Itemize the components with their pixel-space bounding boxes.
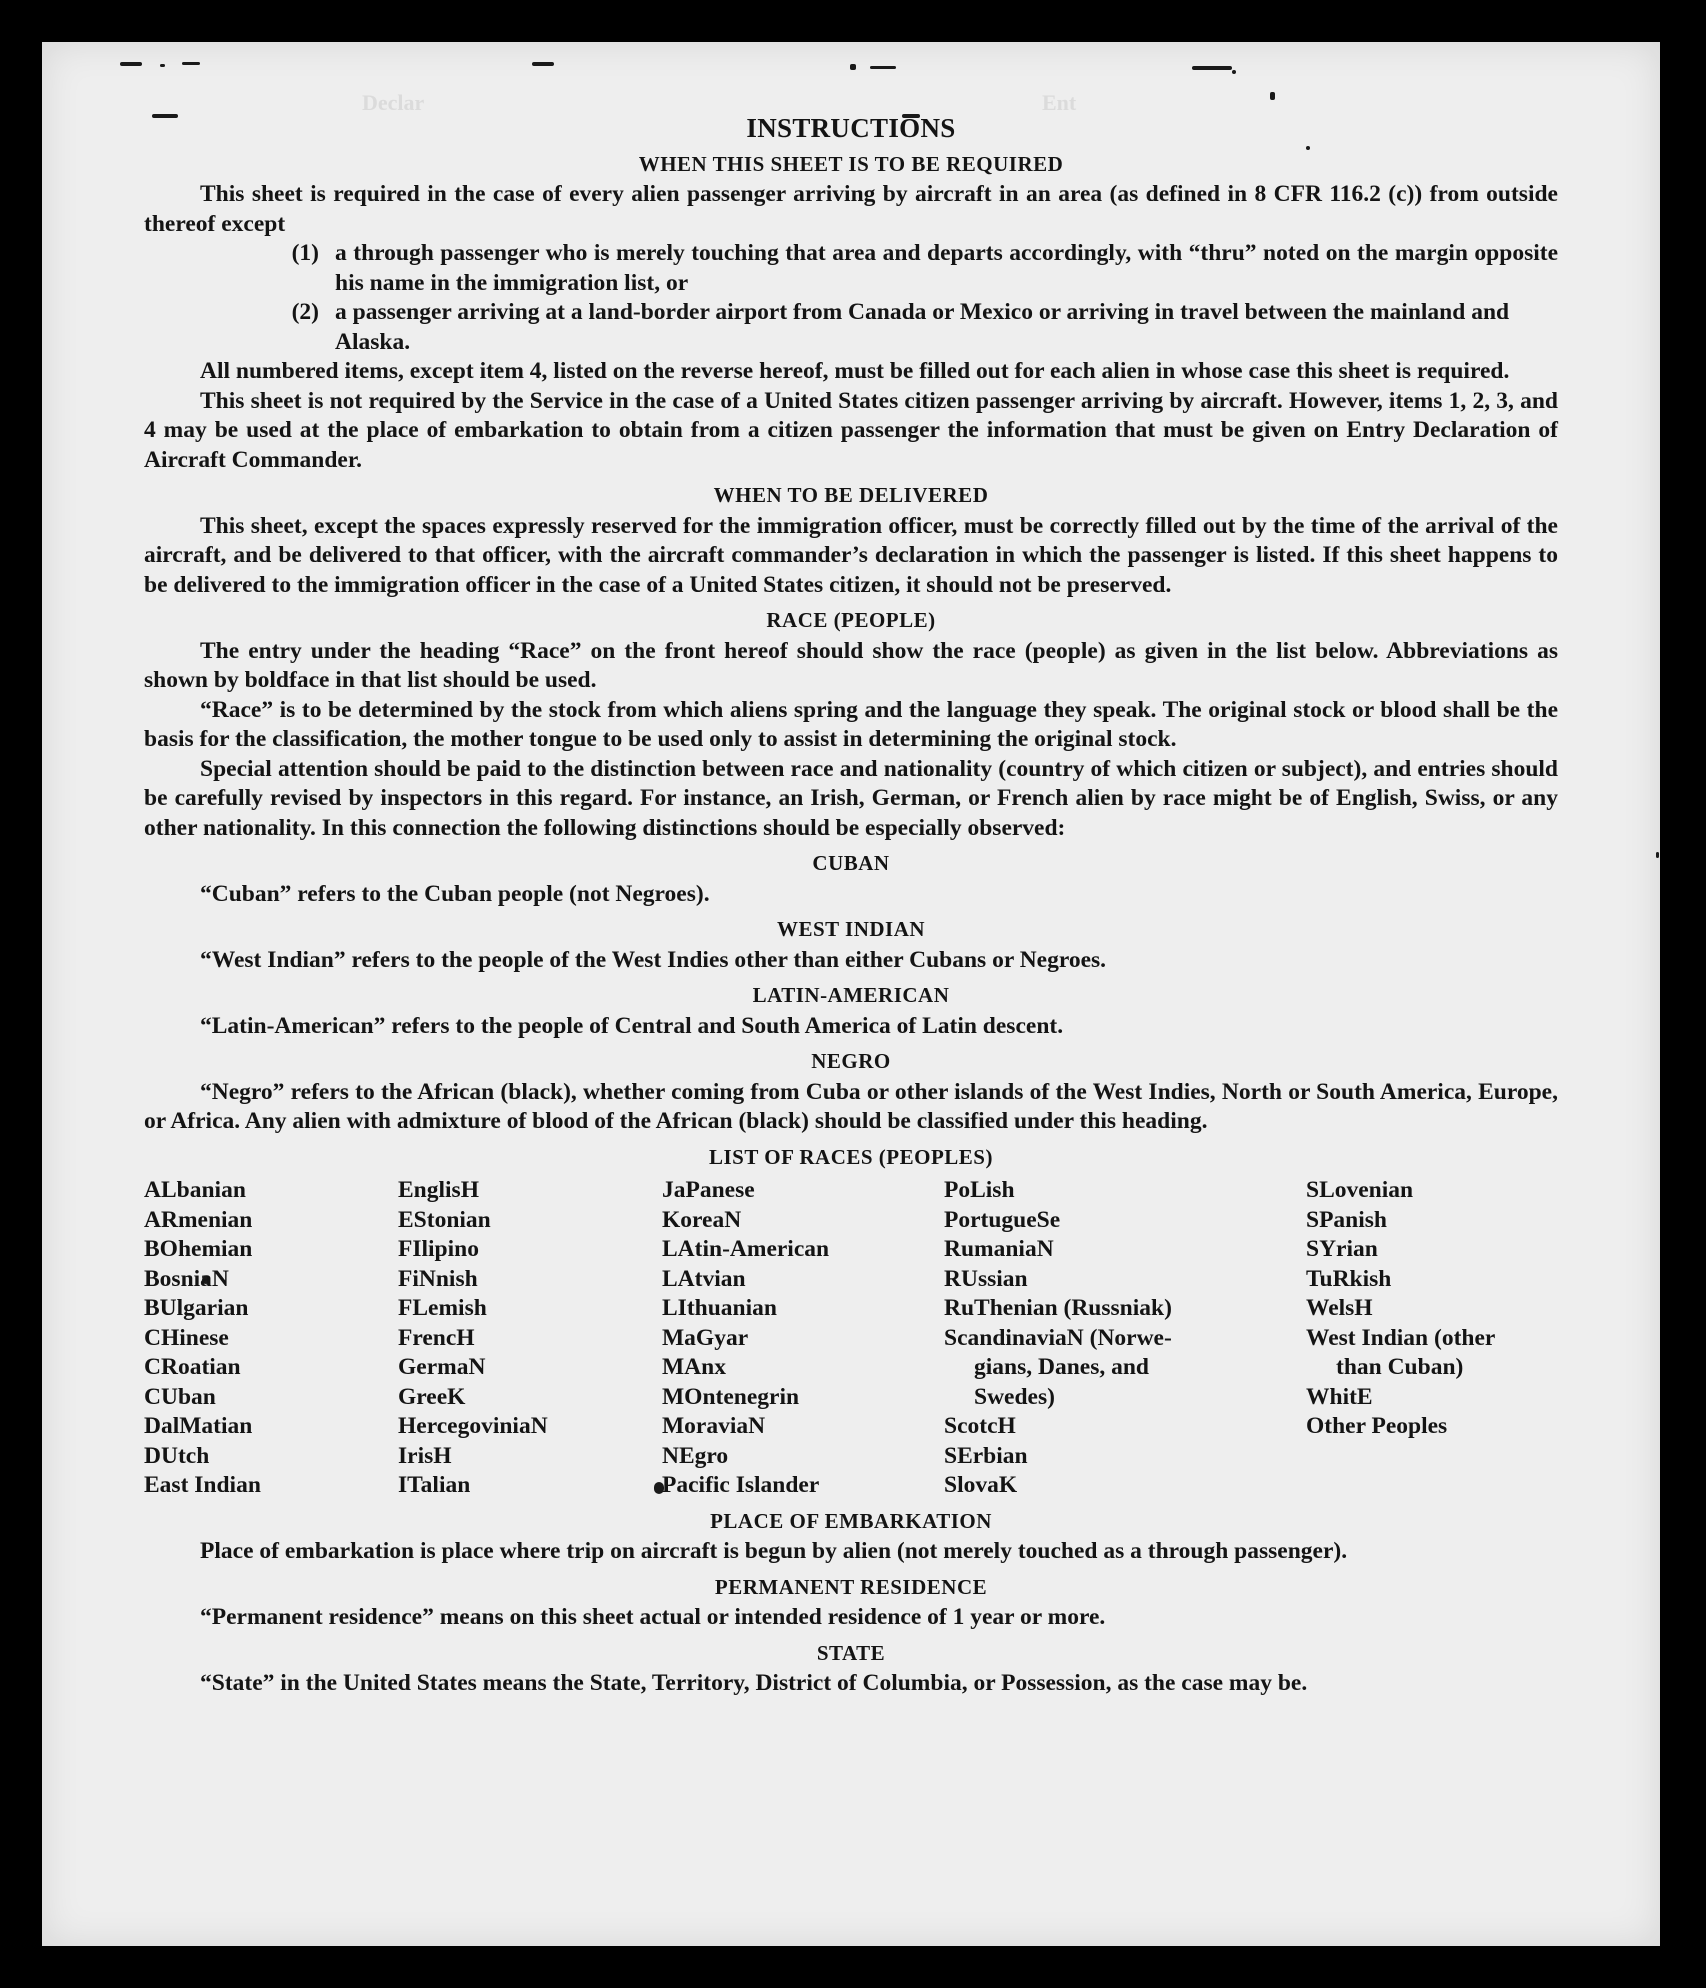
race-entry: ScandinaviaN (Norwe- [944, 1324, 1172, 1351]
item-text: a through passenger who is merely touching that area and departs accordingly, with “thru” noted on the margin opposite his name in the immigration list, or [335, 240, 1558, 296]
scan-speck [160, 64, 165, 67]
race-entry: CHinese [144, 1324, 229, 1351]
race-column [398, 1176, 662, 1501]
race-entry: FIlipino [398, 1236, 479, 1262]
section-heading: WHEN THIS SHEET IS TO BE REQUIRED [638, 151, 1064, 176]
race-entry: FiNnish [398, 1265, 478, 1292]
item-number: (1) [291, 240, 319, 266]
race-entry: PortugueSe [944, 1206, 1061, 1233]
race-entry: IrisH [398, 1442, 452, 1469]
race-entry: BUlgarian [144, 1295, 249, 1321]
scan-speck [1232, 70, 1236, 74]
race-entry: JaPanese [662, 1177, 755, 1203]
race-entry: ScotcH [944, 1413, 1016, 1439]
race-entry: ARmenian [144, 1206, 253, 1233]
race-entry: ITalian [398, 1472, 471, 1498]
race-entry: WhitE [1306, 1383, 1373, 1410]
scan-speck [120, 62, 142, 66]
race-entry: GreeK [398, 1383, 466, 1410]
race-entry: PoLish [944, 1177, 1015, 1203]
scan-speck [850, 64, 856, 70]
race-column [144, 1176, 398, 1501]
race-entry-continuation: gians, Danes, and [974, 1354, 1149, 1380]
race-entry: ALbanian [144, 1177, 246, 1203]
race-entry: SErbian [944, 1442, 1028, 1469]
section-heading: LATIN-AMERICAN [752, 983, 950, 1007]
race-entry: Other Peoples [1306, 1413, 1448, 1439]
race-entry: BOhemian [144, 1236, 253, 1262]
race-entry: SLovenian [1306, 1177, 1414, 1203]
section-heading: NEGRO [811, 1049, 891, 1073]
section-heading: PERMANENT RESIDENCE [714, 1574, 988, 1599]
paragraph: The entry under the heading “Race” on the front hereof should show the race (people) as given in the list below. Abbreviations as shown by boldface in that list should be used. [144, 637, 1558, 693]
paragraph: This sheet is required in the case of every alien passenger arriving by aircraft in an area (as defined in 8 CFR 116.2 (c)) from outside thereof except [144, 181, 1558, 237]
paragraph: “Permanent residence” means on this sheet actual or intended residence of 1 year or more. [200, 1604, 1106, 1630]
section-heading: CUBAN [812, 851, 890, 875]
scan-speck [1192, 66, 1232, 70]
paragraph: “Race” is to be determined by the stock from which aliens spring and the language they speak. The original stock or blood shall be the basis for the classification, the mother tongue to be used only to assist in determining the original stock. [144, 696, 1558, 752]
race-entry: CRoatian [144, 1354, 241, 1380]
scan-speck [1270, 92, 1275, 100]
race-entry: LIthuanian [662, 1295, 777, 1321]
section-heading: STATE [816, 1640, 886, 1665]
race-entry: SYrian [1306, 1236, 1378, 1262]
scan-speck [1656, 852, 1659, 858]
race-entry: GermaN [398, 1354, 486, 1380]
race-list [144, 1176, 1558, 1501]
race-entry: EStonian [398, 1206, 491, 1233]
instructions-body [144, 114, 1558, 1699]
race-entry: RUssian [944, 1265, 1028, 1292]
race-entry: SPanish [1306, 1206, 1387, 1233]
scan-speck [532, 62, 554, 66]
race-column [944, 1176, 1306, 1501]
race-entry: WelsH [1306, 1295, 1373, 1321]
race-entry: KoreaN [662, 1206, 742, 1233]
race-column [662, 1176, 944, 1501]
race-entry: BosniaN [144, 1265, 229, 1292]
scan-speck [870, 66, 896, 69]
race-entry: FLemish [398, 1295, 487, 1321]
bleed-through-text: Declar [362, 90, 425, 115]
race-entry: RuThenian (Russniak) [944, 1295, 1172, 1321]
paragraph: “State” in the United States means the State, Territory, District of Columbia, or Possession, as the case may be. [200, 1670, 1308, 1696]
section-heading: WHEN TO BE DELIVERED [713, 483, 989, 507]
bleed-through-text: Ent [1042, 90, 1077, 115]
race-entry: RumaniaN [944, 1236, 1054, 1262]
race-entry: DUtch [144, 1442, 210, 1469]
race-entry: NEgro [662, 1442, 729, 1469]
paragraph: Special attention should be paid to the distinction between race and nationality (country of which citizen or subject), and entries should be carefully revised by inspectors in this regard. For instance, an Irish, German, or French alien by race might be of English, Swiss, or any other nationality. In this connection the following distinctions should be especially observed: [144, 755, 1558, 841]
race-entry: West Indian (other [1306, 1324, 1496, 1351]
paragraph: “Cuban” refers to the Cuban people (not Negroes). [200, 880, 710, 907]
scan-speck [182, 62, 200, 65]
item-text: a passenger arriving at a land-border airport from Canada or Mexico or arriving in travel between the mainland and Alaska. [335, 299, 1510, 355]
race-entry: East Indian [144, 1472, 261, 1498]
section-heading: LIST OF RACES (PEOPLES) [709, 1144, 993, 1169]
race-entry: MoraviaN [662, 1413, 766, 1439]
section-heading: WEST INDIAN [776, 917, 926, 941]
race-entry: Pacific Islander [662, 1472, 820, 1498]
item-number: (2) [291, 299, 319, 325]
race-entry: HercegoviniaN [398, 1413, 548, 1439]
race-entry: FrencH [398, 1324, 475, 1351]
race-column [1306, 1176, 1558, 1501]
page-title: INSTRUCTIONS [746, 113, 956, 143]
race-entry: SlovaK [944, 1472, 1018, 1498]
race-entry: DalMatian [144, 1413, 253, 1439]
paragraph: “West Indian” refers to the people of the West Indies other than either Cubans or Negroes. [200, 946, 1107, 973]
section-heading: PLACE OF EMBARKATION [710, 1508, 992, 1533]
document-page [42, 42, 1660, 1946]
race-entry: MaGyar [662, 1324, 749, 1351]
race-entry: TuRkish [1306, 1265, 1392, 1292]
numbered-item [144, 298, 1558, 357]
race-entry-continuation: Swedes) [974, 1383, 1055, 1410]
race-entry: EnglisH [398, 1177, 479, 1203]
race-entry: MAnx [662, 1354, 726, 1380]
paragraph: “Latin-American” refers to the people of Central and South America of Latin descent. [200, 1012, 1064, 1039]
paragraph: Place of embarkation is place where trip on aircraft is begun by alien (not merely touched as a through passenger). [200, 1538, 1348, 1564]
paragraph: “Negro” refers to the African (black), whether coming from Cuba or other islands of the West Indies, North or South America, Europe, or Africa. Any alien with admixture of blood of the African (black) should be classified under this heading. [144, 1078, 1558, 1134]
paragraph: This sheet, except the spaces expressly reserved for the immigration officer, must be correctly filled out by the time of the arrival of the aircraft, and be delivered to that officer, with the aircraft commander’s declaration in which the passenger is listed. If this sheet happens to be delivered to the immigration officer in the case of a United States citizen, it should not be preserved. [144, 512, 1558, 598]
race-entry: MOntenegrin [662, 1383, 800, 1410]
race-entry: LAtvian [662, 1265, 746, 1292]
race-entry: LAtin-American [662, 1236, 830, 1262]
section-heading: RACE (PEOPLE) [766, 608, 936, 632]
paragraph: This sheet is not required by the Service in the case of a United States citizen passenger arriving by aircraft. However, items 1, 2, 3, and 4 may be used at the place of embarkation to obtain from a citizen passenger the information that must be given on Entry Declaration of Aircraft Commander. [144, 387, 1558, 473]
numbered-item [144, 239, 1558, 298]
paragraph: All numbered items, except item 4, listed on the reverse hereof, must be filled out for each alien in whose case this sheet is required. [200, 358, 1510, 384]
race-entry: CUban [144, 1383, 216, 1410]
race-entry-continuation: than Cuban) [1336, 1354, 1464, 1380]
